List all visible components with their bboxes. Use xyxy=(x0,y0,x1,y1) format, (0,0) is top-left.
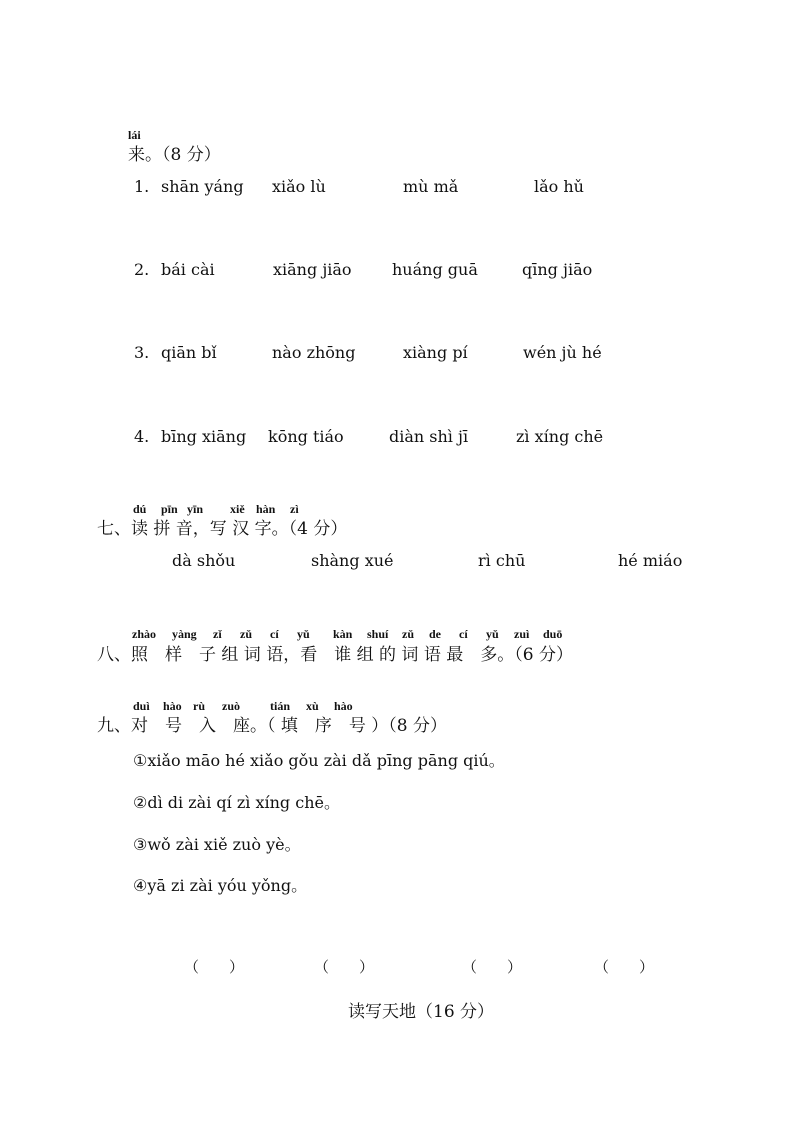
answer-blank-1[interactable]: （ ） xyxy=(184,958,245,976)
answer-blank-3[interactable]: （ ） xyxy=(462,958,523,976)
row-3-word-1: qiān bǐ xyxy=(161,343,217,362)
s8-pinyin-9: zǔ xyxy=(402,627,414,641)
answer-blank-2[interactable]: （ ） xyxy=(314,958,375,976)
s8-pinyin-8: shuí xyxy=(367,627,389,641)
row-3-number: 3. xyxy=(134,343,150,362)
s8-pinyin-4: zǔ xyxy=(240,627,252,641)
s7-word-2: shàng xué xyxy=(311,551,394,570)
section9-title: 九、对 号 入 座。（ 填 序 号 ）（8 分） xyxy=(97,716,448,736)
s7-pinyin-6: zì xyxy=(290,502,299,516)
reading-writing-section-title: 读写天地（16 分） xyxy=(348,1002,495,1022)
row-4-number: 4. xyxy=(134,427,150,446)
row-4-word-3: diàn shì jī xyxy=(389,427,469,446)
s7-pinyin-4: xiě xyxy=(230,502,245,516)
s9-pinyin-5: tián xyxy=(270,699,291,713)
s9-pinyin-4: zuò xyxy=(222,699,240,713)
s8-pinyin-6: yǔ xyxy=(297,627,310,641)
row-3-word-2: nào zhōng xyxy=(272,343,356,362)
s8-pinyin-13: zuì xyxy=(514,627,530,641)
s8-pinyin-5: cí xyxy=(270,627,279,641)
s9-pinyin-3: rù xyxy=(193,699,205,713)
row-1-word-1: shān yáng xyxy=(161,177,244,196)
row-2-word-3: huáng guā xyxy=(392,260,478,279)
s7-word-3: rì chū xyxy=(478,551,526,570)
row-1-word-2: xiǎo lù xyxy=(272,177,326,196)
s9-sentence-2: ②dì di zài qí zì xíng chē。 xyxy=(133,793,340,812)
row-2-word-2: xiāng jiāo xyxy=(273,260,352,279)
s7-pinyin-2: pīn xyxy=(161,502,178,516)
s7-word-1: dà shǒu xyxy=(172,551,236,570)
s9-pinyin-6: xù xyxy=(306,699,319,713)
row-1-word-4: lǎo hǔ xyxy=(534,177,584,196)
row-1-number: 1. xyxy=(134,177,150,196)
row-2-word-4: qīng jiāo xyxy=(522,260,593,279)
answer-blank-4[interactable]: （ ） xyxy=(594,958,655,976)
section6-top-pinyin: lái xyxy=(128,128,141,142)
s9-pinyin-2: hào xyxy=(163,699,182,713)
s8-pinyin-1: zhào xyxy=(132,627,156,641)
s9-pinyin-1: duì xyxy=(133,699,150,713)
row-3-word-3: xiàng pí xyxy=(403,343,468,362)
s7-pinyin-5: hàn xyxy=(256,502,276,516)
s9-sentence-4: ④yā zi zài yóu yǒng。 xyxy=(133,876,308,895)
s8-pinyin-12: yǔ xyxy=(486,627,499,641)
s7-pinyin-3: yīn xyxy=(187,502,204,516)
s9-sentence-3: ③wǒ zài xiě zuò yè。 xyxy=(133,835,301,854)
s8-pinyin-3: zǐ xyxy=(213,627,222,641)
section7-title: 七、读 拼 音，写 汉 字。（4 分） xyxy=(97,519,348,539)
s9-sentence-1: ①xiǎo māo hé xiǎo gǒu zài dǎ pīng pāng qiú。 xyxy=(133,751,505,770)
section8-title: 八、照 样 子 组 词 语，看 谁 组 的 词 语 最 多。（6 分） xyxy=(97,645,573,665)
row-3-word-4: wén jù hé xyxy=(523,343,602,362)
row-4-word-2: kōng tiáo xyxy=(268,427,344,446)
s8-pinyin-14: duō xyxy=(543,627,563,641)
section6-title-tail: 来。（8 分） xyxy=(128,145,221,165)
row-2-number: 2. xyxy=(134,260,150,279)
row-4-word-1: bīng xiāng xyxy=(161,427,247,446)
s7-pinyin-1: dú xyxy=(133,502,147,516)
s8-pinyin-2: yàng xyxy=(172,627,197,641)
s7-word-4: hé miáo xyxy=(618,551,683,570)
s8-pinyin-7: kàn xyxy=(333,627,353,641)
s8-pinyin-10: de xyxy=(429,627,441,641)
row-2-word-1: bái cài xyxy=(161,260,215,279)
s9-pinyin-7: hào xyxy=(334,699,353,713)
s8-pinyin-11: cí xyxy=(459,627,468,641)
row-4-word-4: zì xíng chē xyxy=(516,427,604,446)
row-1-word-3: mù mǎ xyxy=(403,177,459,196)
